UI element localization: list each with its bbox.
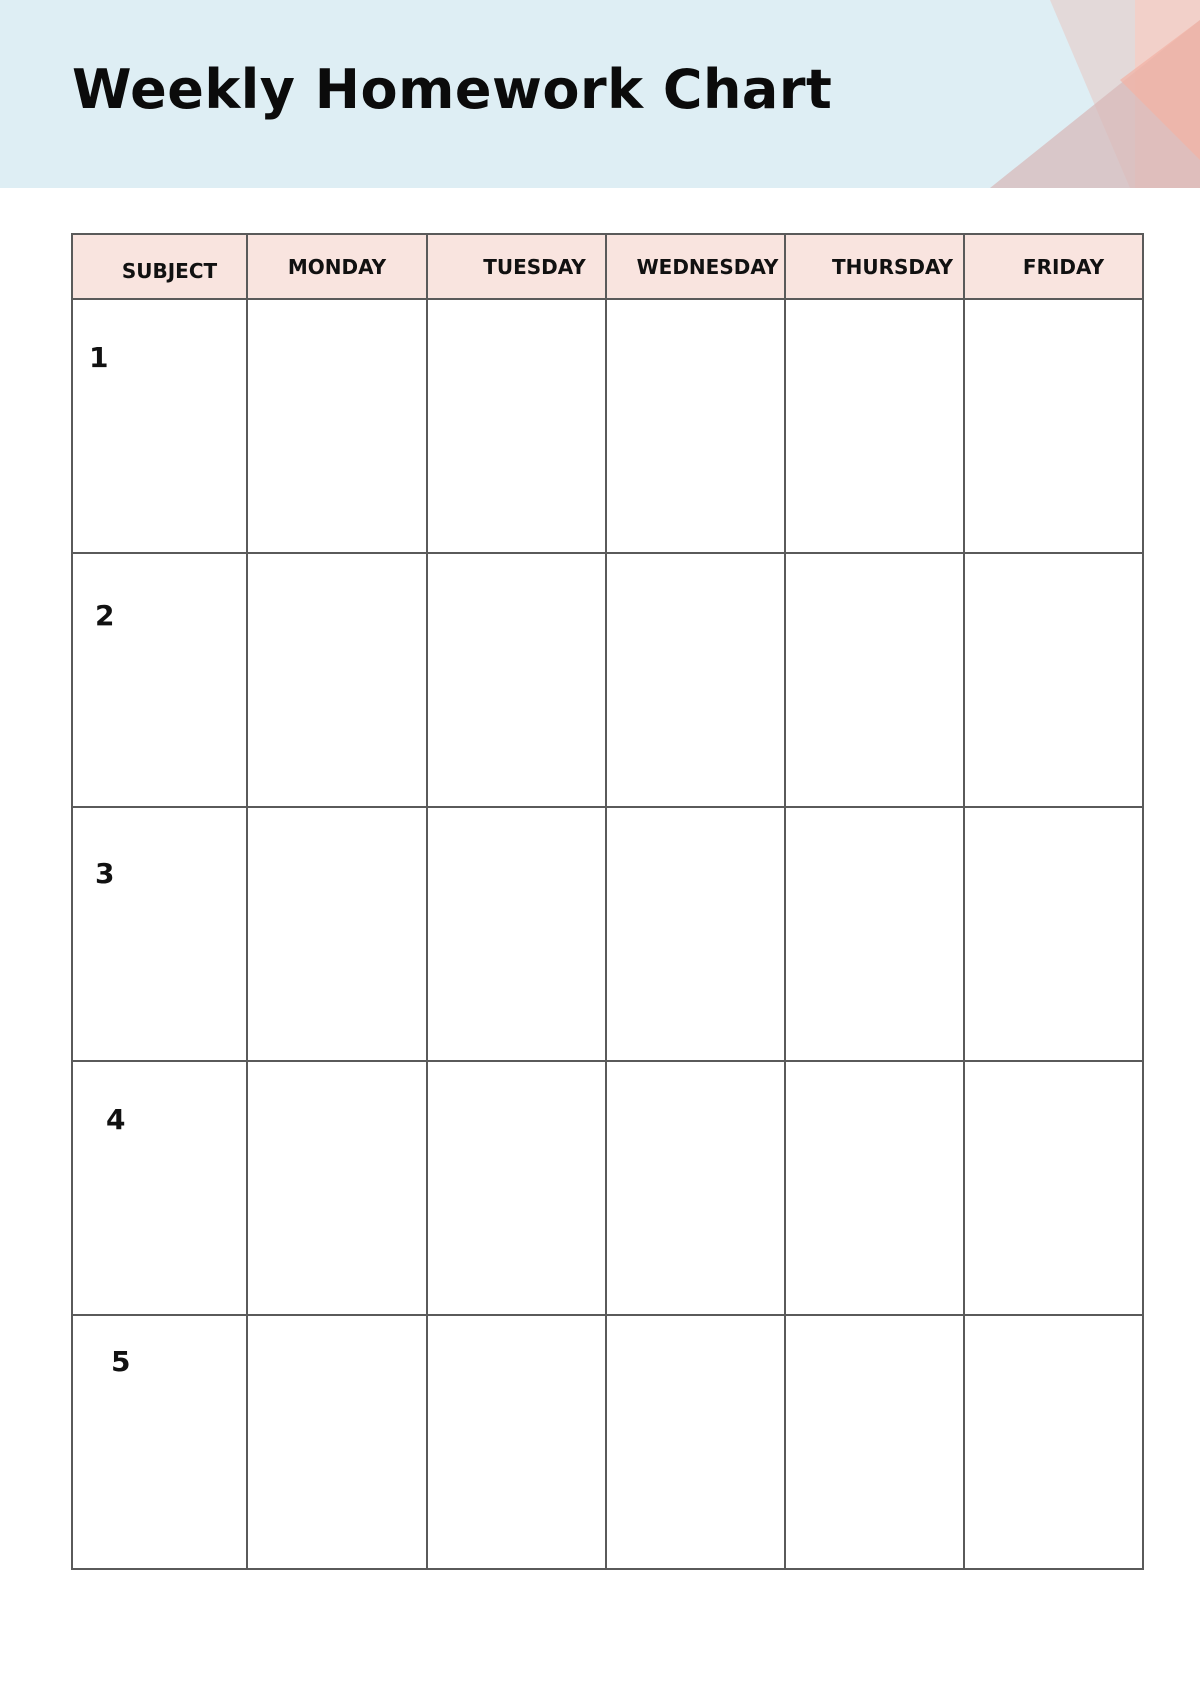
table-row (72, 553, 1143, 807)
tuesday-cell[interactable] (427, 807, 606, 1061)
tuesday-cell[interactable] (427, 1315, 606, 1569)
row-number: 2 (95, 599, 115, 632)
thursday-cell[interactable] (785, 1315, 964, 1569)
row-number: 1 (89, 341, 109, 374)
row-number: 5 (111, 1345, 131, 1378)
wednesday-cell[interactable] (606, 1061, 785, 1315)
row-number: 3 (95, 857, 115, 890)
thursday-cell[interactable] (785, 299, 964, 553)
table-header-row (72, 234, 1143, 299)
friday-cell[interactable] (964, 299, 1143, 553)
tuesday-cell[interactable] (427, 1061, 606, 1315)
column-header-subject (72, 234, 247, 299)
wednesday-cell[interactable] (606, 1315, 785, 1569)
subject-cell[interactable] (72, 807, 247, 1061)
column-header-monday (247, 234, 427, 299)
column-header-wednesday (606, 234, 785, 299)
monday-cell[interactable] (247, 299, 427, 553)
subject-cell[interactable] (72, 1061, 247, 1315)
column-header-label: FRIDAY (1022, 254, 1105, 279)
friday-cell[interactable] (964, 807, 1143, 1061)
thursday-cell[interactable] (785, 553, 964, 807)
table-row (72, 299, 1143, 553)
friday-cell[interactable] (964, 553, 1143, 807)
column-header-friday (964, 234, 1143, 299)
wednesday-cell[interactable] (606, 553, 785, 807)
row-number: 4 (106, 1103, 126, 1136)
wednesday-cell[interactable] (606, 807, 785, 1061)
column-header-thursday (785, 234, 964, 299)
homework-table (71, 233, 1144, 1570)
page-title: Weekly Homework Chart (72, 58, 833, 121)
subject-cell[interactable] (72, 1315, 247, 1569)
thursday-cell[interactable] (785, 807, 964, 1061)
friday-cell[interactable] (964, 1315, 1143, 1569)
wednesday-cell[interactable] (606, 299, 785, 553)
monday-cell[interactable] (247, 807, 427, 1061)
subject-cell[interactable] (72, 553, 247, 807)
column-header-label: THURSDAY (831, 254, 954, 279)
subject-cell[interactable] (72, 299, 247, 553)
table-row (72, 807, 1143, 1061)
monday-cell[interactable] (247, 553, 427, 807)
table-row (72, 1315, 1143, 1569)
column-header-label: WEDNESDAY (636, 254, 779, 279)
thursday-cell[interactable] (785, 1061, 964, 1315)
monday-cell[interactable] (247, 1061, 427, 1315)
tuesday-cell[interactable] (427, 553, 606, 807)
friday-cell[interactable] (964, 1061, 1143, 1315)
tuesday-cell[interactable] (427, 299, 606, 553)
column-header-label: MONDAY (287, 254, 387, 279)
column-header-label: TUESDAY (483, 254, 586, 279)
table-row (72, 1061, 1143, 1315)
monday-cell[interactable] (247, 1315, 427, 1569)
column-header-label: SUBJECT (121, 258, 218, 283)
column-header-tuesday (427, 234, 606, 299)
